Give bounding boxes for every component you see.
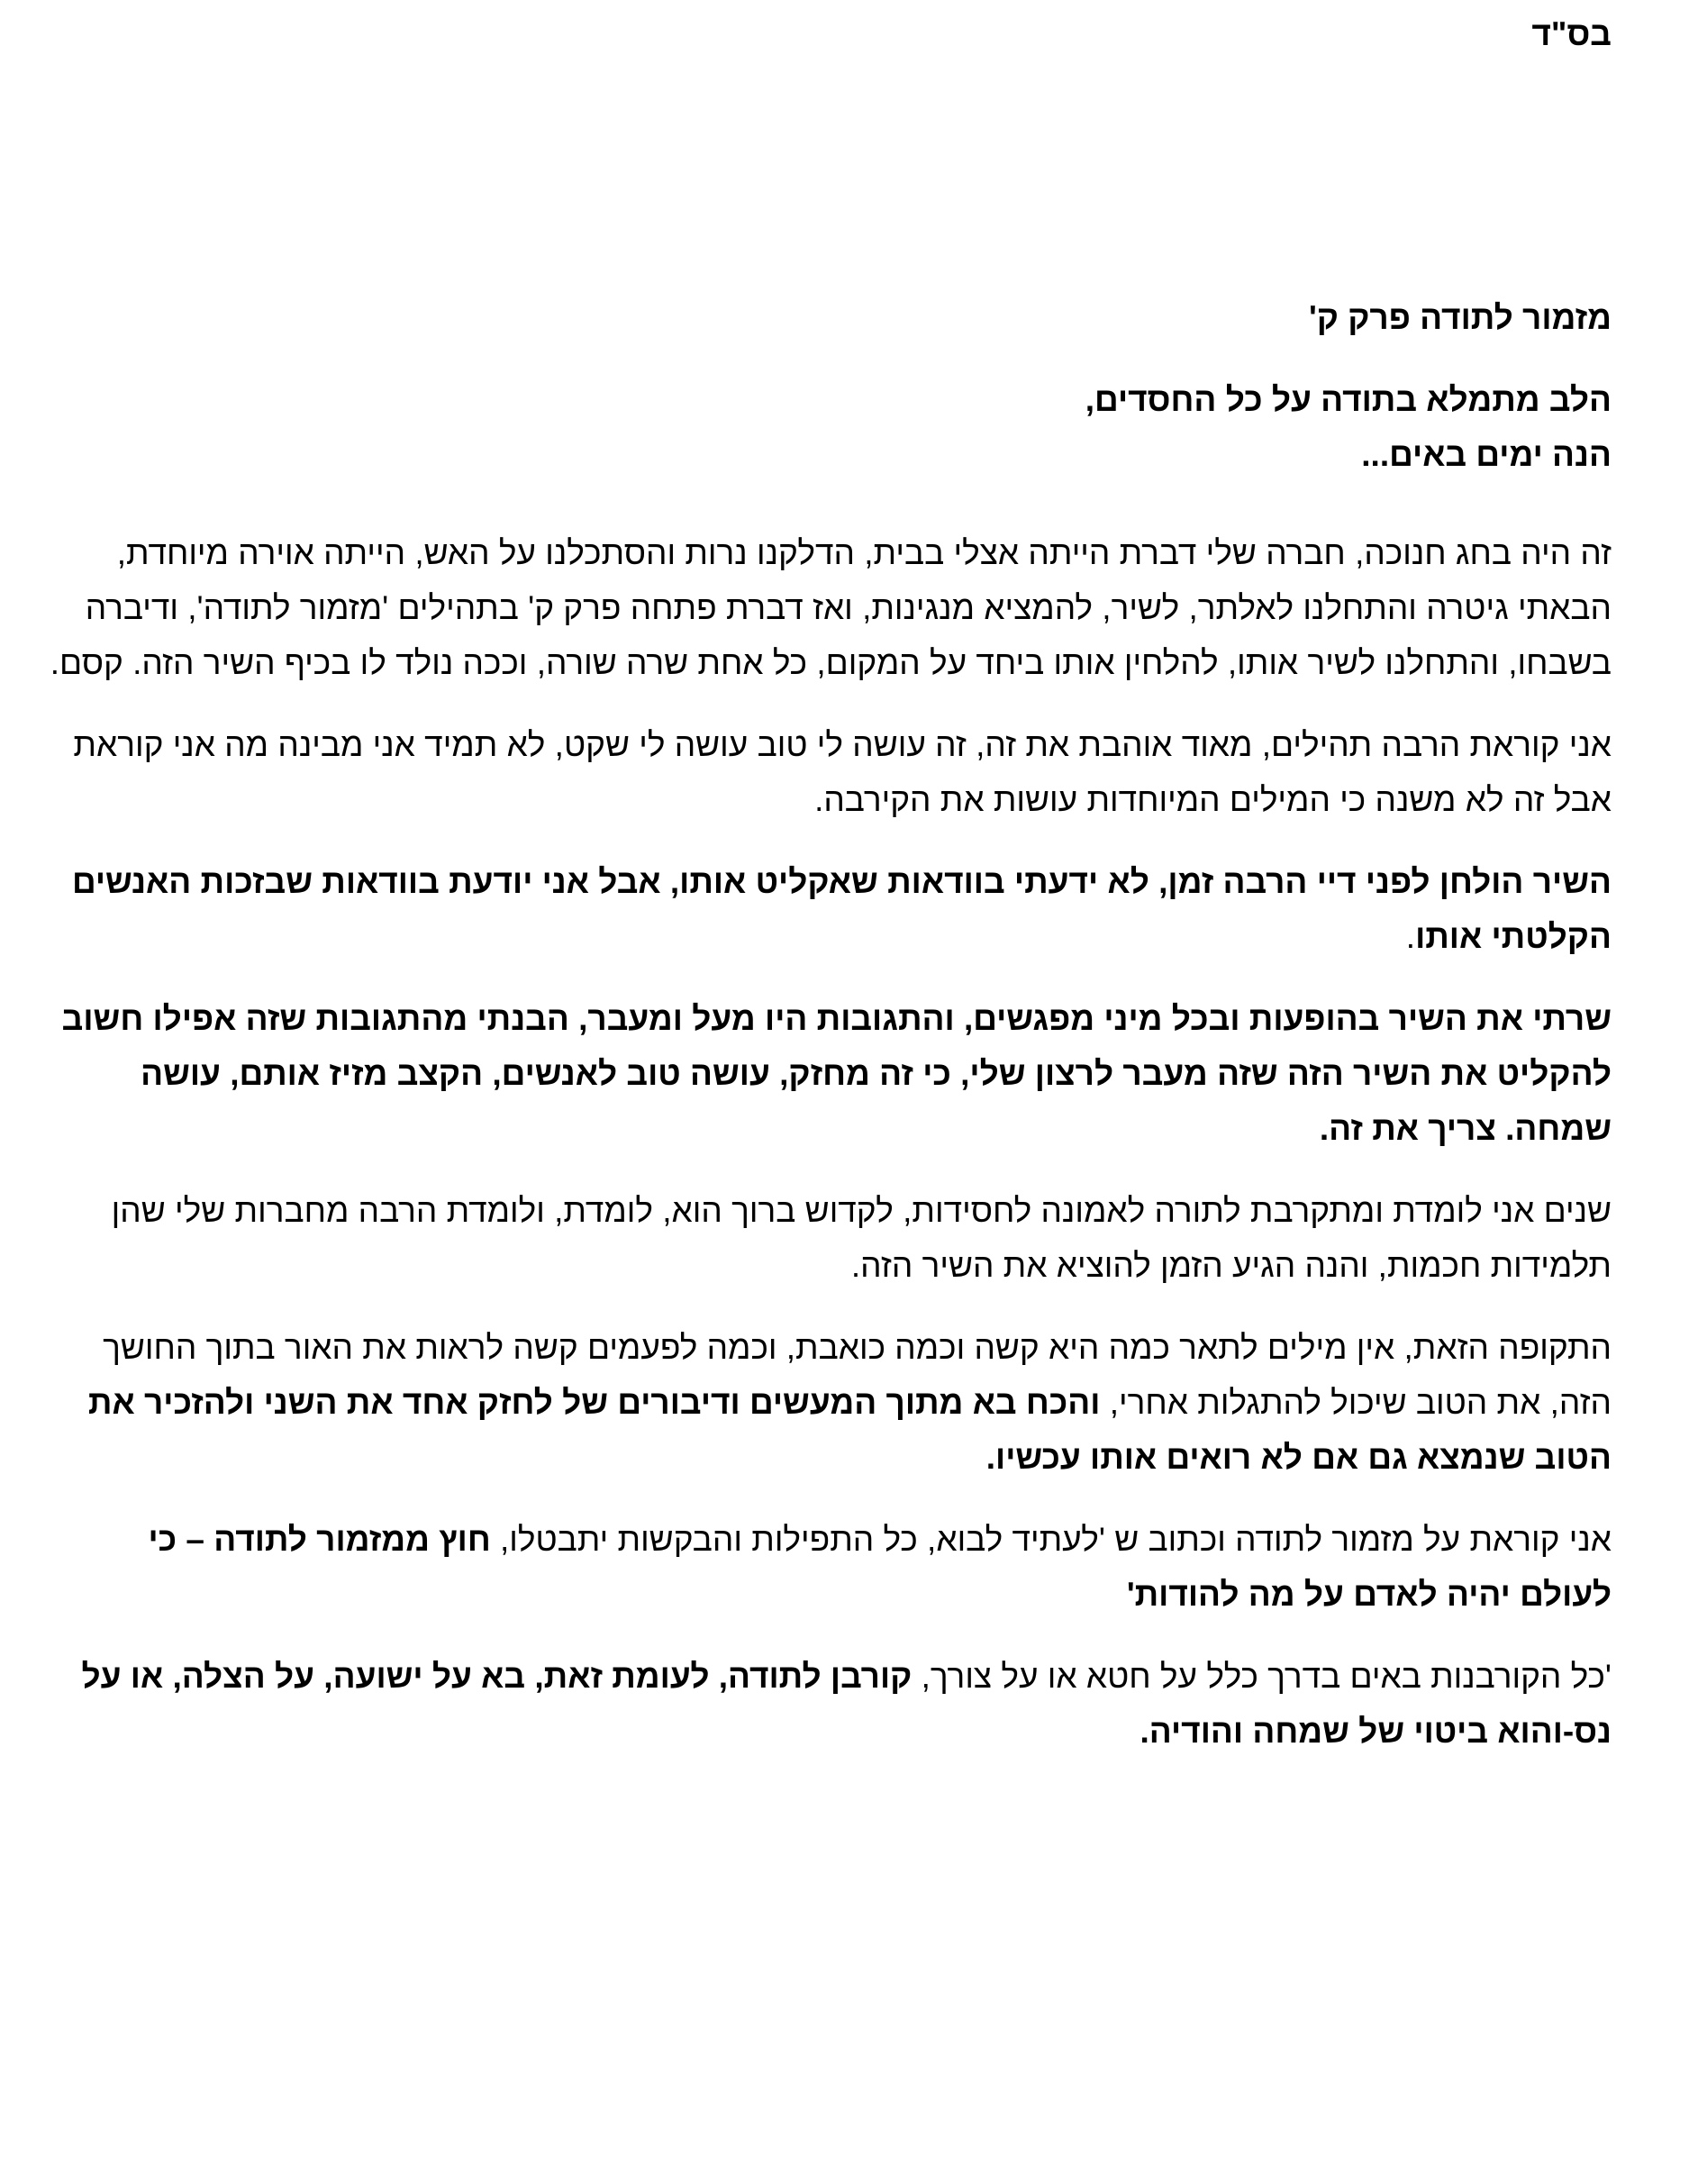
paragraph-text: התקופה הזאת, אין מילים לתאר כמה היא קשה וכמה כואבת, וכמה לפעמים קשה לראות את האור בתוך החושך הזה, את הטוב שיכול להתגלות אחרי, [103,1329,1612,1421]
subtitle-line: הנה ימים באים... [1361,436,1612,473]
paragraph-future-prayers [49,1512,1612,1622]
paragraph-text-bold: חוץ ממזמור לתודה – כי לעולם יהיה לאדם על מה להודות' [148,1521,1612,1613]
subtitle [49,372,1612,482]
paragraph-text: זה היה בחג חנוכה, חברה שלי דברת הייתה אצלי בבית, הדלקנו נרות והסתכלנו על האש, הייתה אוירה מיוחדת, הבאתי גיטרה והתחלנו לאלתר, לשיר, להמציא מנגינות, ואז דברת פתחה פרק ק' בתהילים 'מזמור לתודה', ודיברה בשבחו, והתחלנו לשיר אותו, להלחין אותו ביחד על המקום, כל אחת שרה שורה, וככה נולד לו בכיף השיר הזה. קסם. [50,534,1612,681]
paragraph-reading-tehillim [49,717,1612,827]
paragraph-text-bold: שרתי את השיר בהופעות ובכל מיני מפגשים, והתגובות היו מעל ומעבר, הבנתי מהתגובות שזה אפילו חשוב להקליט את השיר הזה שזה מעבר לרצון שלי, כי זה מחזק, עושה טוב לאנשים, הקצב מזיז אותם, עושה שמחה. צריך את זה. [61,1000,1612,1147]
document-body [49,290,1612,1786]
paragraph-performances [49,991,1612,1156]
paragraph-text: . [1405,918,1416,955]
paragraph-learning [49,1183,1612,1293]
paragraph-text-bold: והכח בא מתוך המעשים ודיבורים של לחזק אחד את השני ולהזכיר את הטוב שנמצא גם אם לא רואים אותו עכשיו. [87,1384,1612,1476]
paragraph-text-bold: קורבן לתודה, לעומת זאת, בא על ישועה, על הצלה, או על נס-והוא ביטוי של שמחה והודיה. [81,1658,1612,1750]
paragraph-text-bold: השיר הולחן לפני דיי הרבה זמן, לא ידעתי בוודאות שאקליט אותו, אבל אני יודעת בוודאות שבזכות האנשים הקלטתי אותו [71,863,1612,955]
paragraph-offerings [49,1649,1612,1759]
paragraph-chanukah-story [49,525,1612,690]
document-title: מזמור לתודה פרק ק' [1308,299,1612,336]
header-mark: בס"ד [1531,15,1612,52]
subtitle-line: הלב מתמלא בתודה על כל החסדים, [1085,381,1612,418]
paragraph-text: 'כל הקורבנות באים בדרך כלל על חטא או על צורך, [912,1658,1612,1695]
paragraph-text: שנים אני לומדת ומתקרבת לתורה לאמונה לחסידות, לקדוש ברוך הוא, לומדת, ולומדת הרבה מחברות שלי שהן תלמידות חכמות, והנה הגיע הזמן להוציא את השיר הזה. [111,1192,1612,1284]
paragraph-this-period [49,1320,1612,1485]
paragraph-text: אני קוראת הרבה תהילים, מאוד אוהבת את זה, זה עושה לי טוב עושה לי שקט, לא תמיד אני מבינה מה אני קוראת אבל זה לא משנה כי המילים המיוחדות עושות את הקירבה. [73,726,1612,818]
paragraph-song-composed [49,854,1612,964]
paragraph-text: אני קוראת על מזמור לתודה וכתוב ש 'לעתיד לבוא, כל התפילות והבקשות יתבטלו, [490,1521,1612,1558]
